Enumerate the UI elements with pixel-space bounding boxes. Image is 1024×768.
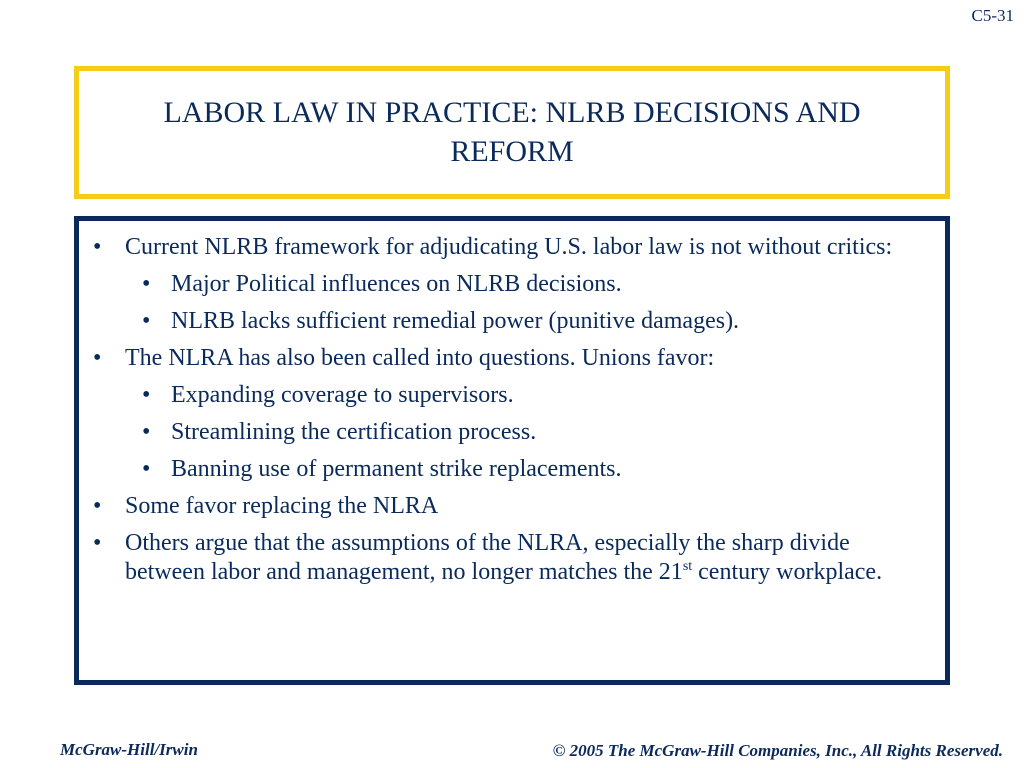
bullet-icon: • — [93, 530, 102, 556]
bullet-text — [125, 530, 882, 585]
sub-bullet-item — [79, 307, 921, 336]
bullet-item — [79, 492, 921, 521]
bullet-text: Some favor replacing the NLRA — [125, 493, 439, 519]
bullet-text-before: Others argue that the assumptions of the NLRA, especially the sharp divide between labor and management, no longer matches the 21 — [125, 530, 850, 585]
bullet-list — [79, 221, 945, 587]
bullet-icon: • — [142, 419, 151, 445]
bullet-text: Current NLRB framework for adjudicating U.S. labor law is not without critics: — [125, 234, 893, 260]
title-box — [74, 66, 950, 199]
slide-title: LABOR LAW IN PRACTICE: NLRB DECISIONS AND REFORM — [163, 96, 861, 168]
bullet-icon: • — [142, 271, 151, 297]
bullet-item — [79, 529, 921, 587]
bullet-text: Expanding coverage to supervisors. — [171, 382, 514, 408]
bullet-text: NLRB lacks sufficient remedial power (punitive damages). — [171, 308, 740, 334]
bullet-icon: • — [142, 308, 151, 334]
bullet-icon: • — [93, 234, 102, 260]
content-box — [74, 216, 950, 685]
sub-bullet-item — [79, 381, 921, 410]
bullet-icon: • — [93, 345, 102, 371]
ordinal-superscript: st — [682, 559, 693, 574]
sub-bullet-item — [79, 455, 921, 484]
bullet-text: Streamlining the certification process. — [171, 419, 537, 445]
footer-copyright: © 2005 The McGraw-Hill Companies, Inc., All Rights Reserved. — [552, 741, 1003, 760]
slide-number: C5-31 — [971, 6, 1014, 25]
bullet-item — [79, 233, 921, 262]
footer-publisher: McGraw-Hill/Irwin — [60, 740, 198, 759]
bullet-text: Banning use of permanent strike replacements. — [171, 456, 622, 482]
bullet-icon: • — [93, 493, 102, 519]
bullet-item — [79, 344, 921, 373]
sub-bullet-item — [79, 418, 921, 447]
bullet-icon: • — [142, 382, 151, 408]
bullet-text-after: century workplace. — [692, 559, 883, 585]
sub-bullet-item — [79, 270, 921, 299]
bullet-text: The NLRA has also been called into questions. Unions favor: — [125, 345, 715, 371]
bullet-icon: • — [142, 456, 151, 482]
bullet-text: Major Political influences on NLRB decisions. — [171, 271, 622, 297]
